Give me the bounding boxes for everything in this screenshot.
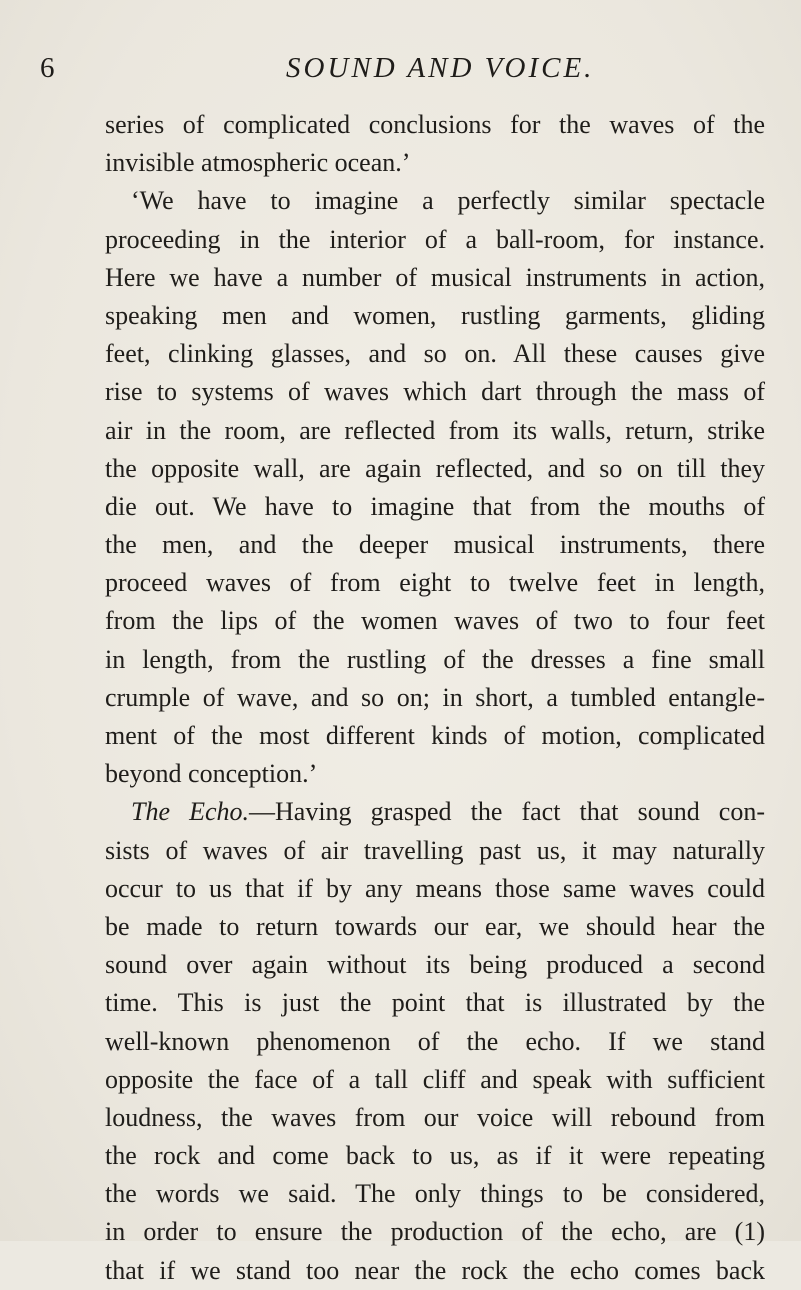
text-line: be made to return towards our ear, we should hear the: [105, 911, 765, 941]
text-line: sound over again without its being produced a second: [105, 950, 765, 980]
text-line: that if we stand too near the rock the echo comes back: [105, 1255, 765, 1285]
text-line: from the lips of the women waves of two to four feet: [105, 606, 765, 636]
text-line: the opposite wall, are again reflected, and so on till they: [105, 453, 765, 483]
text-line: feet, clinking glasses, and so on. All these causes give: [105, 339, 765, 369]
text-line: crumple of wave, and so on; in short, a tumbled entangle-: [105, 682, 765, 712]
text-line: sists of waves of air travelling past us, it may naturally: [105, 835, 765, 865]
text-line: proceed waves of from eight to twelve feet in length,: [105, 568, 765, 598]
echo-first-line: [105, 793, 765, 831]
text-line: ‘We have to imagine a perfectly similar spectacle: [131, 186, 765, 216]
text-line: speaking men and women, rustling garments, gliding: [105, 300, 765, 330]
text-line: invisible atmospheric ocean.’: [105, 148, 411, 178]
text-line: series of complicated conclusions for the waves of the: [105, 110, 765, 139]
body-text: [105, 106, 765, 1290]
text-line: well-known phenomenon of the echo. If we stand: [105, 1026, 765, 1056]
text-line: loudness, the waves from our voice will rebound from: [105, 1102, 765, 1132]
text-line: the men, and the deeper musical instruments, there: [105, 530, 765, 560]
text-line: beyond conception.’: [105, 759, 318, 789]
text-line: in length, from the rustling of the dresses a fine small: [105, 644, 765, 674]
echo-passage: [105, 832, 765, 1290]
text-line: the rock and come back to us, as if it were repeating: [105, 1141, 765, 1171]
text-line: opposite the face of a tall cliff and speak with sufficient: [105, 1064, 765, 1094]
echo-heading: The Echo.: [131, 797, 250, 827]
running-head: [0, 48, 801, 88]
text-line: the words we said. The only things to be considered,: [105, 1179, 765, 1209]
text-line: rise to systems of waves which dart through the mass of: [105, 377, 765, 407]
text-line: air in the room, are reflected from its walls, return, strike: [105, 415, 765, 445]
ballroom-passage: [105, 106, 765, 793]
text-line: proceeding in the interior of a ball-room, for instance.: [105, 224, 765, 254]
text-line: time. This is just the point that is illustrated by the: [105, 988, 765, 1018]
text-line: occur to us that if by any means those same waves could: [105, 873, 765, 903]
page-number: 6: [40, 52, 55, 84]
text-line: ment of the most different kinds of motion, complicated: [105, 721, 765, 750]
text-line: die out. We have to imagine that from the mouths of: [105, 491, 765, 521]
text-line: in order to ensure the production of the echo, are (1): [105, 1217, 765, 1247]
running-title: SOUND AND VOICE.: [286, 52, 595, 84]
text-line: Here we have a number of musical instruments in action,: [105, 262, 765, 292]
echo-first-line-text: —Having grasped the fact that sound con-: [249, 797, 765, 827]
